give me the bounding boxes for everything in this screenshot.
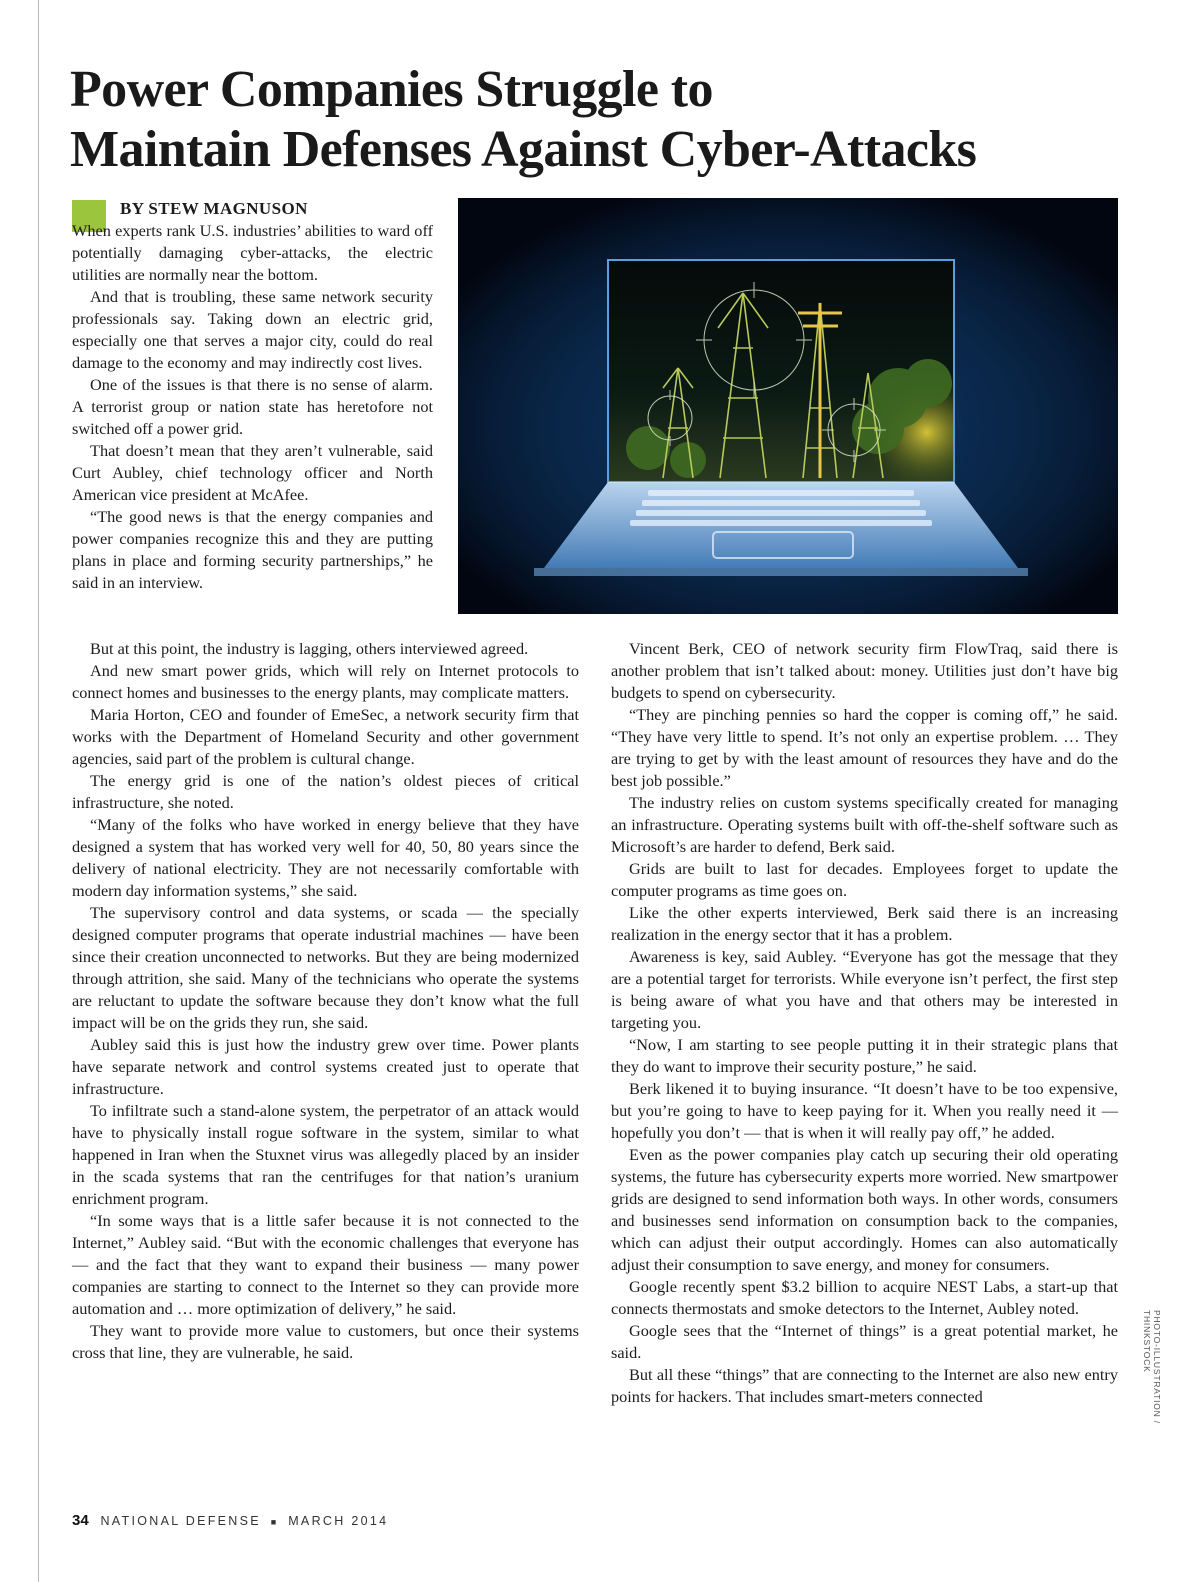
paragraph: One of the issues is that there is no sense of alarm. A terrorist group or nation state has heretofore not switched off a power grid.	[72, 375, 433, 438]
paragraph: Awareness is key, said Aubley. “Everyone has got the message that they are a potential target for terrorists. While everyone isn’t perfect, the first step is being aware of what you have and that others may be interested in targeting you.	[611, 947, 1118, 1032]
article-headline	[70, 60, 1150, 180]
headline-line-1: Power Companies Struggle to	[70, 61, 713, 118]
paragraph: And new smart power grids, which will rely on Internet protocols to connect homes and businesses to the energy plants, may complicate matters.	[72, 661, 579, 702]
paragraph: When experts rank U.S. industries’ abilities to ward off potentially damaging cyber-attacks, the electric utilities are normally near the bottom.	[72, 221, 433, 284]
paragraph: But all these “things” that are connecting to the Internet are also new entry points for hackers. That includes smart-meters connected	[611, 1365, 1118, 1406]
issue-date: MARCH 2014	[288, 1514, 389, 1528]
paragraph: They want to provide more value to customers, but once their systems cross that line, they are vulnerable, he said.	[72, 1321, 579, 1362]
paragraph: To infiltrate such a stand-alone system, the perpetrator of an attack would have to physically install rogue software in the system, similar to what happened in Iran when the Stuxnet virus was allegedly placed by an insider in the scada systems that ran the centrifuges for that nation’s uranium enrichment program.	[72, 1101, 579, 1208]
paragraph: Google recently spent $3.2 billion to acquire NEST Labs, a start-up that connects thermostats and smoke detectors to the Internet, Aubley noted.	[611, 1277, 1118, 1318]
paragraph: And that is troubling, these same network security professionals say. Taking down an electric grid, especially one that serves a major city, could do real damage to the economy and may indirectly cost lives.	[72, 287, 433, 372]
paragraph: Berk likened it to buying insurance. “It doesn’t have to be too expensive, but you’re going to have to keep paying for it. When you really need it — hopefully you don’t — that is when it will really pay off,” he added.	[611, 1079, 1118, 1142]
footer-separator: ■	[270, 1517, 279, 1527]
photo-credit: PHOTO-ILLUSTRATION / THINKSTOCK	[1142, 1310, 1162, 1424]
headline-line-2: Maintain Defenses Against Cyber-Attacks	[70, 121, 977, 178]
column-2	[611, 638, 1118, 1408]
paragraph: But at this point, the industry is lagging, others interviewed agreed.	[90, 639, 529, 658]
paragraph: Google sees that the “Internet of things” is a great potential market, he said.	[611, 1321, 1118, 1362]
paragraph: “Now, I am starting to see people putting it in their strategic plans that they do want to improve their security posture,” he said.	[611, 1035, 1118, 1076]
photo-illustration	[458, 198, 1118, 614]
paragraph: Maria Horton, CEO and founder of EmeSec, a network security firm that works with the Department of Homeland Security and other government agencies, said part of the problem is cultural change.	[72, 705, 579, 768]
paragraph: “They are pinching pennies so hard the copper is coming off,” he said. “They have very little to spend. It’s not only an expertise problem. … They are trying to get by with the least amount of resources they have and do the best job possible.”	[611, 705, 1118, 790]
paragraph: That doesn’t mean that they aren’t vulnerable, said Curt Aubley, chief technology officer and North American vice president at McAfee.	[72, 441, 433, 504]
page-footer	[72, 1512, 388, 1529]
paragraph: “In some ways that is a little safer because it is not connected to the Internet,” Aubley said. “But with the economic challenges that everyone has — and the fact that they want to expand their business — many power companies are starting to connect to the Internet so they can provide more automation and … more optimization of delivery,” he said.	[72, 1211, 579, 1318]
column-1-lower	[72, 638, 579, 1364]
byline: BY STEW MAGNUSON	[120, 199, 308, 218]
paragraph: The supervisory control and data systems, or scada — the specially designed computer programs that operate industrial machines — have been since their creation unconnected to networks. But they are being modernized through attrition, she said. Many of the technicians who operate the systems are reluctant to update the software because they don’t know what the full impact will be on the grids they run, she said.	[72, 903, 579, 1032]
paragraph: The energy grid is one of the nation’s oldest pieces of critical infrastructure, she noted.	[72, 771, 579, 812]
article-photo-laptop-power-grid	[458, 198, 1118, 614]
paragraph: Like the other experts interviewed, Berk said there is an increasing realization in the energy sector that it has a problem.	[611, 903, 1118, 944]
publication-name: NATIONAL DEFENSE	[100, 1514, 261, 1528]
paragraph: The industry relies on custom systems specifically created for managing an infrastructure. Operating systems built with off-the-shelf software such as Microsoft’s are harder to defend, Berk said.	[611, 793, 1118, 856]
paragraph: Even as the power companies play catch up securing their old operating systems, the future has cybersecurity experts more worried. New smartpower grids are designed to send information both ways. In other words, consumers and businesses send information on consumption back to the companies, which can adjust their output accordingly. Homes can also automatically adjust their consumption to save energy, and money for consumers.	[611, 1145, 1118, 1274]
paragraph: “Many of the folks who have worked in energy believe that they have designed a system that has worked very well for 40, 50, 80 years since the delivery of national electricity. They are not necessarily comfortable with modern day information systems,” she said.	[72, 815, 579, 900]
column-1-upper	[72, 220, 433, 594]
page-margin-rule	[38, 0, 39, 1582]
paragraph: Vincent Berk, CEO of network security firm FlowTraq, said there is another problem that isn’t talked about: money. Utilities just don’t have big budgets to spend on cybersecurity.	[611, 639, 1118, 702]
paragraph: Aubley said this is just how the industry grew over time. Power plants have separate network and control systems created just to operate that infrastructure.	[72, 1035, 579, 1098]
paragraph: Grids are built to last for decades. Employees forget to update the computer programs as time goes on.	[611, 859, 1118, 900]
paragraph: “The good news is that the energy companies and power companies recognize this and they are putting plans in place and forming security partnerships,” he said in an interview.	[72, 507, 433, 592]
page-number: 34	[72, 1512, 89, 1529]
